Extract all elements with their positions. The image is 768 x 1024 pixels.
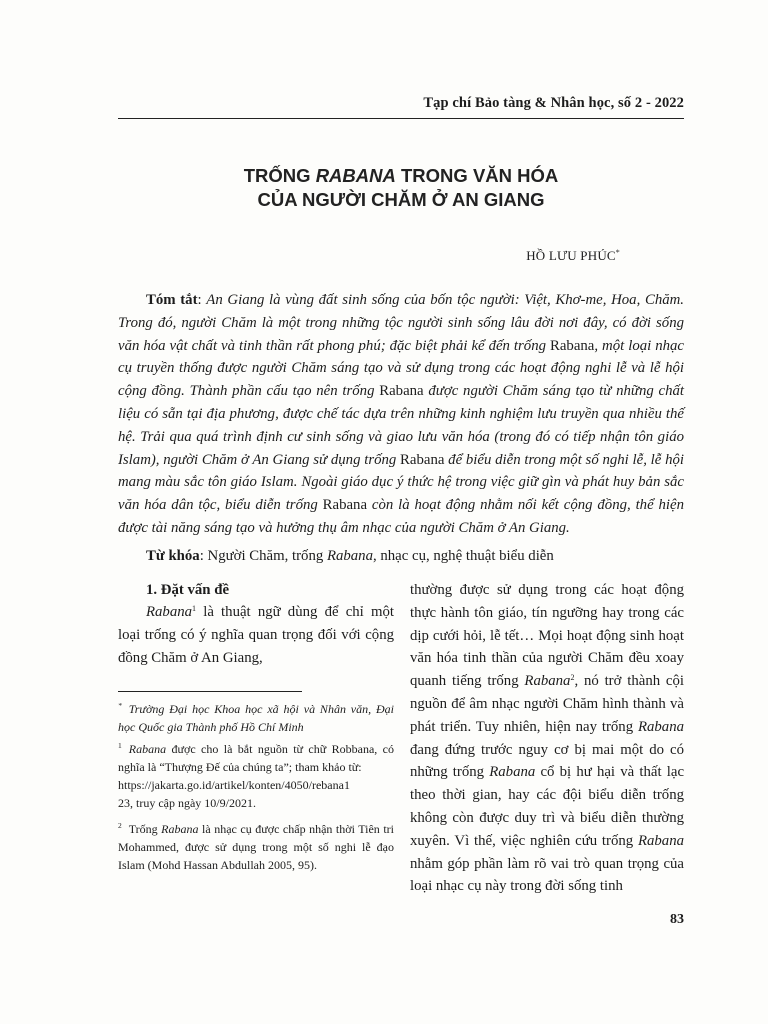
- footnote-1: [118, 737, 394, 813]
- abstract-text-1: An Giang là vùng đất sinh sống của bốn tộc người: Việt, Khơ-me, Hoa, Chăm. Trong đó, người Chăm là một trong những tộc người sinh sống lâu đời nơi đây, có đời sống văn hóa vật chất và tinh thần rất phong phú; đặc biệt phải kể đến trống: [118, 292, 684, 354]
- right-rabana-1: Rabana: [524, 673, 571, 690]
- page-number: 83: [670, 912, 684, 927]
- intro-text: là thuật ngữ dùng để chỉ một loại trống có ý nghĩa quan trọng đối với cộng đồng Chăm ở An Giang,: [118, 604, 394, 666]
- title-line-1-start: TRỐNG: [243, 165, 316, 186]
- intro-rabana: Rabana: [146, 604, 193, 620]
- footnote-2-text-start: Trống: [128, 821, 162, 836]
- footnote-2-mark: 2: [118, 820, 122, 830]
- abstract-rabana-3: Rabana: [400, 451, 445, 468]
- author: [526, 248, 620, 264]
- keywords-label: Từ khóa: [146, 548, 200, 564]
- abstract-rabana-2: Rabana: [379, 383, 424, 400]
- header-rule: [118, 118, 684, 119]
- abstract-text-2: , một loại nhạc cụ truyền thống được người Chăm sáng tạo và sử dụng trong các hoạt động nghi lễ và lễ hội cộng đồng. Thành phần cấu tạo nên trống: [118, 337, 684, 400]
- right-paragraph: [410, 579, 684, 898]
- footnote-1-text-end: 23, truy cập ngày 10/9/2021.: [118, 796, 256, 811]
- abstract-rabana-4: Rabana: [322, 497, 368, 514]
- author-mark: *: [615, 248, 620, 257]
- keywords-text-1: Người Chăm, trống: [207, 548, 327, 564]
- abstract-rabana-1: Rabana: [549, 337, 595, 354]
- footnote-2-rabana: Rabana: [161, 821, 199, 836]
- running-head: Tạp chí Bảo tàng & Nhân học, số 2 - 2022: [423, 95, 684, 111]
- left-column: [118, 579, 394, 669]
- abstract-text-5: còn là hoạt động nhằm nối kết cộng đồng, thể hiện được tài năng sáng tạo và hưởng thụ âm nhạc của người Chăm ở An Giang.: [118, 497, 684, 536]
- right-text-4: cổ bị hư hại và thất lạc theo thời gian, hay các đội biểu diễn trống không còn được duy trì và biểu diễn thường xuyên. Vì thế, việc nghiên cứu trống: [410, 764, 685, 849]
- article-title: [118, 164, 684, 212]
- right-text-2: , nó trở thành cội nguồn để âm nhạc người Chăm hình thành và phát triển. Tuy nhiên, hiện nay trống: [410, 673, 684, 735]
- keywords-rabana: Rabana: [326, 548, 373, 564]
- intro-paragraph: [118, 601, 394, 669]
- title-line-2: CỦA NGƯỜI CHĂM Ở AN GIANG: [257, 189, 545, 210]
- abstract-colon: :: [197, 292, 207, 308]
- footnote-2-text: là nhạc cụ được chấp nhận thời Tiên tri Mohammed, được sử dụng trong một số nghi lễ đạo Islam (Mohd Hassan Abdullah 2005, 95).: [118, 821, 394, 873]
- right-text-3: đang đứng trước nguy cơ bị mai một do có những trống: [410, 741, 684, 781]
- footnote-affiliation-mark: *: [118, 701, 122, 710]
- author-name: HỒ LƯU PHÚC: [526, 248, 616, 263]
- right-rabana-3: Rabana: [489, 764, 536, 781]
- right-text-1: thường được sử dụng trong các hoạt động thực hành tôn giáo, tín ngưỡng hay trong các dịp cưới hỏi, lễ tết… Mọi hoạt động sinh hoạt văn hóa tinh thần của người Chăm đều xoay quanh tiếng trống: [410, 582, 684, 690]
- keywords: [118, 545, 684, 567]
- title-line-1-end: TRONG VĂN HÓA: [395, 165, 559, 186]
- footnote-affiliation-text: Trường Đại học Khoa học xã hội và Nhân văn, Đại học Quốc gia Thành phố Hồ Chí Minh: [118, 702, 394, 735]
- title-line-1: [118, 164, 684, 188]
- abstract-label: Tóm tắt: [146, 292, 198, 308]
- abstract-text-4: để biểu diễn trong một số nghi lễ, lễ hội mang màu sắc tôn giáo Islam. Ngoài giáo dục ý thức hệ trong việc giữ gìn và phát huy bản sắc văn hóa dân tộc, biểu diễn trống: [118, 451, 684, 514]
- title-line-1-italic: RABANA: [315, 165, 396, 186]
- right-text-5: nhằm góp phần làm rõ vai trò quan trọng của loại nhạc cụ này trong đời sống tinh: [410, 855, 684, 895]
- footnote-1-text: được cho là bắt nguồn từ chữ Robbana, có nghĩa là “Thượng Đế của chúng ta”; tham khảo từ:: [118, 741, 394, 774]
- right-rabana-4: Rabana: [637, 832, 684, 849]
- right-column: [410, 579, 684, 898]
- footnotes: [118, 697, 394, 875]
- footnote-ref-2: 2: [570, 673, 575, 683]
- abstract: [118, 289, 684, 540]
- keywords-colon: :: [199, 548, 208, 564]
- footnote-rule: [118, 691, 302, 692]
- footnote-affiliation: [118, 697, 394, 737]
- abstract-text-3: được người Chăm sáng tạo từ những chất liệu có sẵn tại địa phương, được chế tác dựa trên những kinh nghiệm lưu truyền qua nhiều thế hệ. Trải qua quá trình định cư sinh sống và giao lưu văn hóa (trong đó có tiếp nhận tôn giáo Islam), người Chăm ở An Giang sử dụng trống: [118, 383, 684, 468]
- footnote-ref-1: 1: [192, 604, 197, 613]
- section-heading: 1. Đặt vấn đề: [146, 582, 230, 598]
- footnote-2: [118, 817, 394, 875]
- keywords-text-2: , nhạc cụ, nghệ thuật biểu diễn: [372, 548, 554, 564]
- right-rabana-2: Rabana: [637, 718, 684, 735]
- footnote-1-rabana: Rabana: [128, 741, 167, 756]
- footnote-1-url: https://jakarta.go.id/artikel/konten/4050/rebana1: [118, 778, 350, 793]
- footnote-1-mark: 1: [118, 740, 122, 750]
